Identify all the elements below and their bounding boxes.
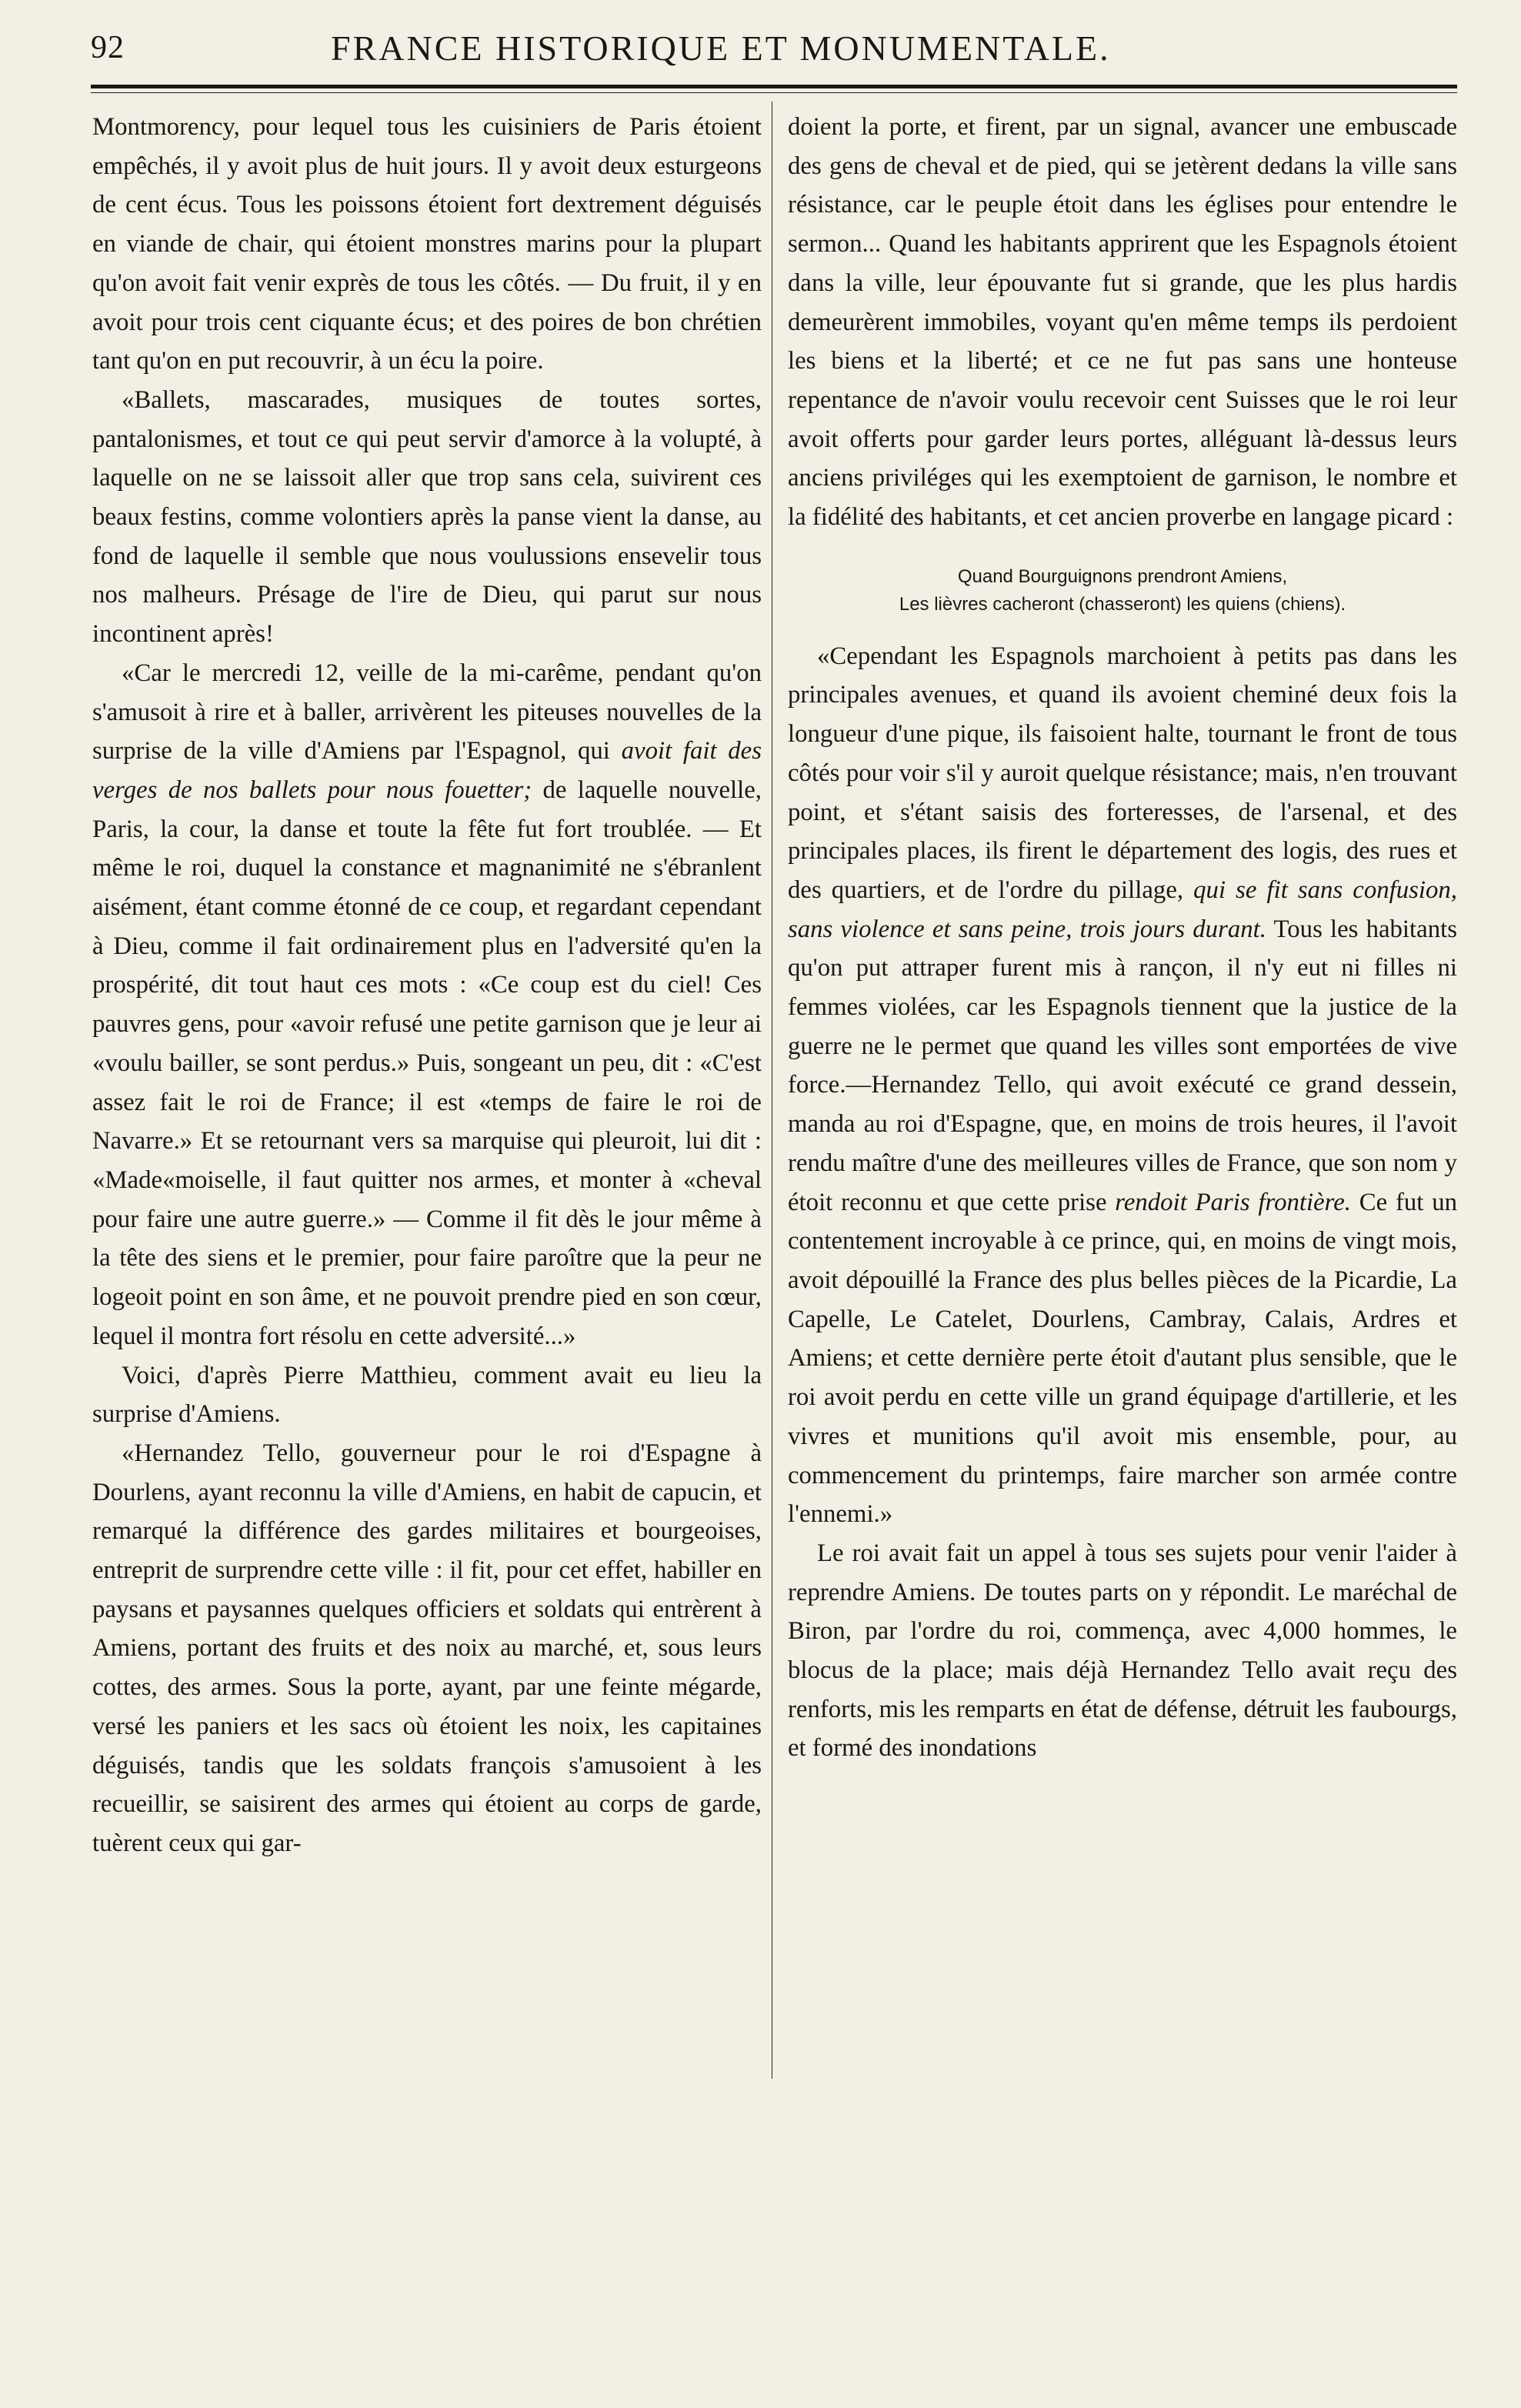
paragraph: «Ballets, mascarades, musiques de toutes sortes, pantalonismes, et tout ce qui peut servir d'amorce à la volupté, à laquelle on ne se laissoit aller que trop sans cela, suivirent ces beaux festins, comme volontiers après la panse vient la danse, au fond de laquelle il semble que nous voulussions ensevelir tous nos malheurs. Présage de l'ire de Dieu, qui parut sur nous incontinent après! [92, 385, 762, 649]
page-header [0, 0, 1521, 92]
page-number: 92 [91, 30, 125, 65]
verse-line: Les lièvres cacheront (chasseront) les quiens (chiens). [899, 593, 1346, 615]
paragraph: Montmorency, pour lequel tous les cuisiniers de Paris étoient empêchés, il y avoit plus de huit jours. Il y avoit deux esturgeons de cent écus. Tous les poissons étoient fort dextrement déguisés en viande de chair, qui étoient monstres marins pour la plupart qu'on avoit fait venir exprès de tous les côtés. — Du fruit, il y en avoit pour trois cent ciquante écus; et des poires de bon chrétien tant qu'on en put recouvrir, à un écu la poire. [92, 113, 762, 375]
paragraph [92, 654, 762, 1356]
right-column [788, 108, 1457, 1768]
italic-quote: avoit fait des verges de nos ballets pour nous fouetter; [92, 737, 762, 804]
paragraph [788, 637, 1457, 1534]
left-column [92, 108, 762, 1863]
paragraph-text: de laquelle nouvelle, Paris, la cour, la danse et toute la fête fut fort troublée. — Et même le roi, duquel la constance et magnanimité ne s'ébranlent aisément, étant comme étonné de ce coup, et regardant cependant à Dieu, comme il fait ordinairement plus en l'adversité qu'en la prospérité, dit tout haut ces mots : «Ce coup est du ciel! Ces pauvres gens, pour «avoir refusé une petite garnison que je leur ai «voulu bailler, se sont perdus.» Puis, songeant un peu, dit : «C'est assez fait le roi de France; il est «temps de faire le roi de Navarre.» Et se retournant vers sa marquise qui pleuroit, lui dit : «Made«moiselle, il faut quitter nos armes, et monter à «cheval pour faire une autre guerre.» — Comme il fit dès le jour même à la tête des siens et le premier, pour faire paroître que la peur ne logeoit point en son âme, et ne pouvoit prendre pied en son cœur, lequel il montra fort résolu en cette adversité...» [92, 775, 762, 1350]
italic-quote: rendoit Paris frontière. [1115, 1188, 1351, 1216]
header-rule-thick [91, 85, 1457, 88]
paragraph: doient la porte, et firent, par un signal, avancer une embuscade des gens de cheval et de pied, qui se jetèrent dedans la ville sans résistance, car le peuple étoit dans les églises pour entendre le sermon... Quand les habitants apprirent que les Espagnols étoient dans la ville, leur épouvante fut si grande, que les plus hardis demeurèrent immobiles, voyant qu'en même temps ils perdoient les biens et la liberté; et ce ne fut pas sans une honteuse repentance de n'avoir voulu recevoir cent Suisses que le roi leur avoit offerts pour garder leurs portes, alléguant là-dessus leurs anciens priviléges qui les exemptoient de garnison, le nombre et la fidélité des habitants, et cet ancien proverbe en langage picard : [788, 113, 1457, 532]
paragraph: «Hernandez Tello, gouverneur pour le roi d'Espagne à Dourlens, ayant reconnu la ville d'Amiens, en habit de capucin, et remarqué la différence des gardes militaires et bourgeoises, entreprit de surprendre cette ville : il fit, pour cet effet, habiller en paysans et paysannes quelques officiers et soldats qui entrèrent à Amiens, portant des fruits et des noix au marché, et, sous leurs cottes, des armes. Sous la porte, ayant, par une feinte mégarde, versé les paniers et les sacs où étoient les noix, les capitaines déguisés, tandis que les soldats françois s'amusoient à les recueillir, se saisirent des armes qui étoient au corps de garde, tuèrent ceux qui gar- [92, 1439, 762, 1857]
paragraph-text: Ce fut un contentement incroyable à ce prince, qui, en moins de vingt mois, avoit dépouillé la France des plus belles pièces de la Picardie, La Capelle, Le Catelet, Dourlens, Cambray, Calais, Ardres et Amiens; et cette dernière perte étoit d'autant plus sensible, que le roi avoit perdu en cette ville un grand équipage d'artillerie, et les vivres et munitions qu'il avoit mis ensemble, pour, au commencement du printemps, faire marcher son armée contre l'ennemi.» [788, 1188, 1457, 1529]
verse-line: Quand Bourguignons prendront Amiens, [957, 565, 1288, 587]
running-title: FRANCE HISTORIQUE ET MONUMENTALE. [331, 28, 1111, 68]
header-rule-thin [91, 92, 1457, 93]
paragraph-text: Tous les habitants qu'on put attraper furent mis à rançon, il n'y eut ni filles ni femmes violées, car les Espagnols tiennent que la justice de la guerre ne le permet que quand les villes sont emportées de vive force.—Hernandez Tello, qui avoit exécuté ce grand dessein, manda au roi d'Espagne, que, en moins de trois heures, il l'avoit rendu maître d'une des meilleures villes de France, que son nom y étoit reconnu et que cette prise [788, 915, 1457, 1216]
paragraph-text: «Car le mercredi 12, veille de la mi-carême, pendant qu'on s'amusoit à rire et à baller, arrivèrent les piteuses nouvelles de la surprise de la ville d'Amiens par l'Espagnol, qui [92, 659, 762, 765]
proverb-verse [788, 563, 1457, 619]
paragraph: Le roi avait fait un appel à tous ses sujets pour venir l'aider à reprendre Amiens. De toutes parts on y répondit. Le maréchal de Biron, par l'ordre du roi, commença, avec 4,000 hommes, le blocus de la place; mais déjà Hernandez Tello avait reçu des renforts, mis les remparts en état de défense, détruit les faubourgs, et formé des inondations [788, 1539, 1457, 1763]
italic-quote: qui se fit sans confusion, sans violence et sans peine, trois jours durant. [788, 875, 1458, 943]
paragraph-text: «Cependant les Espagnols marchoient à petits pas dans les principales avenues, et quand ils avoient cheminé deux fois la longueur d'une pique, ils faisoient halte, tournant le front de tous côtés pour voir s'il y auroit quelque résistance; mais, n'en trouvant point, et s'étant saisis des forteresses, de l'arsenal, et des principales places, ils firent le département des logis, des rues et des quartiers, et de l'ordre du pillage, [788, 642, 1457, 904]
paragraph: Voici, d'après Pierre Matthieu, comment avait eu lieu la surprise d'Amiens. [92, 1361, 762, 1429]
